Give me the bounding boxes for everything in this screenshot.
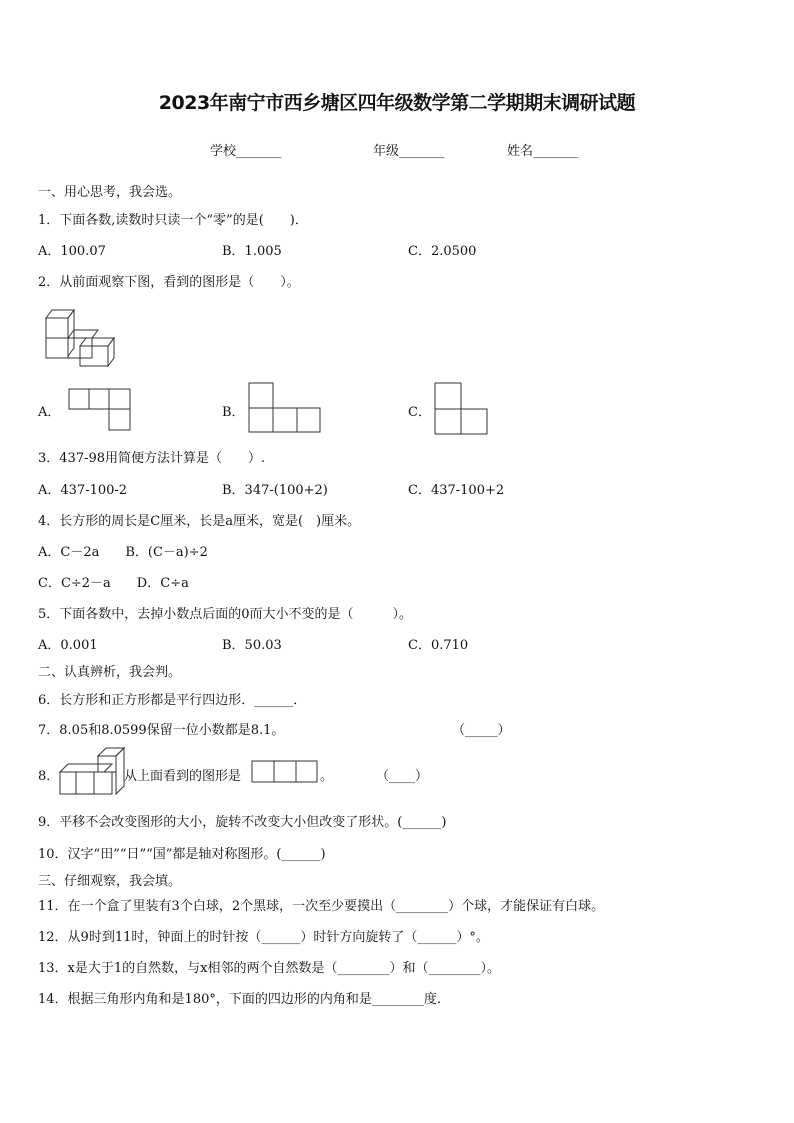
page-title: 2023年南宁市西乡塘区四年级数学第二学期期末调研试题 xyxy=(158,92,636,114)
q5-option-c: C．0.710 xyxy=(408,638,469,653)
question-10: 10．汉字“田”“日”“国”都是轴对称图形。(______) xyxy=(38,847,326,862)
question-5: 5．下面各数中，去掉小数点后面的0而大小不变的是（ ）。 xyxy=(38,607,413,622)
q5-option-a: A．0.001 xyxy=(38,638,98,653)
section-1-heading: 一、用心思考，我会选。 xyxy=(38,185,182,200)
q2-option-c: C． xyxy=(408,405,431,420)
q1-option-a: A．100.07 xyxy=(38,244,106,259)
section-2-heading: 二、认真辨析，我会判。 xyxy=(38,665,182,680)
question-4: 4．长方形的周长是C厘米，长是a厘米，宽是( )厘米。 xyxy=(38,514,361,529)
question-7: 7．8.05和8.0599保留一位小数都是8.1。 xyxy=(38,723,285,738)
q8-number: 8． xyxy=(38,769,60,784)
q2-option-a: A． xyxy=(38,405,61,420)
question-14: 14．根据三角形内角和是180°，下面的四边形的内角和是________度. xyxy=(38,992,441,1007)
q1-option-b: B．1.005 xyxy=(222,244,282,259)
q1-option-c: C．2.0500 xyxy=(408,244,477,259)
q2-option-c-shape xyxy=(434,382,490,436)
q8-answer-paren: （____） xyxy=(376,769,429,784)
question-6: 6．长方形和正方形都是平行四边形．______． xyxy=(38,693,307,708)
q2-cube-stack-figure xyxy=(40,304,120,368)
q8-top-view-shape xyxy=(251,760,319,784)
q3-option-b: B．347-(100+2) xyxy=(222,483,328,498)
q4-options-ab: A．C－2a B．(C－a)÷2 xyxy=(38,545,208,560)
question-3: 3．437-98用简便方法计算是（ ）. xyxy=(38,451,266,466)
question-8: 从上面看到的图形是 xyxy=(124,769,242,784)
question-1: 1．下面各数,读数时只读一个“零”的是( )． xyxy=(38,213,308,228)
q8-cube-figure xyxy=(58,746,126,798)
question-13: 13．x是大于1的自然数，与x相邻的两个自然数是（________）和（________）。 xyxy=(38,961,500,976)
q5-option-b: B．50.03 xyxy=(222,638,282,653)
question-9: 9．平移不会改变图形的大小，旋转不改变大小但改变了形状。(______) xyxy=(38,815,447,830)
grade-field: 年级_______ xyxy=(373,144,445,159)
name-field: 姓名_______ xyxy=(507,144,579,159)
section-3-heading: 三、仔细观察，我会填。 xyxy=(38,874,182,889)
q3-option-a: A．437-100-2 xyxy=(38,483,128,498)
question-2: 2．从前面观察下图，看到的图形是（ ）。 xyxy=(38,275,300,290)
question-11: 11．在一个盒了里装有3个白球，2个黑球，一次至少要摸出（________）个球，才能保证有白球。 xyxy=(38,899,605,914)
q8-tail: 。 xyxy=(320,769,334,784)
q7-answer-paren: （_____） xyxy=(452,723,511,738)
q3-option-c: C．437-100+2 xyxy=(408,483,505,498)
q2-option-b: B． xyxy=(222,405,245,420)
q2-option-b-shape xyxy=(248,382,322,434)
school-field: 学校_______ xyxy=(210,144,282,159)
q2-option-a-shape xyxy=(68,388,132,432)
question-12: 12．从9时到11时，钟面上的时针按（______）时针方向旋转了（______）°。 xyxy=(38,930,489,945)
q4-options-cd: C．C÷2－a D．C÷a xyxy=(38,576,189,591)
